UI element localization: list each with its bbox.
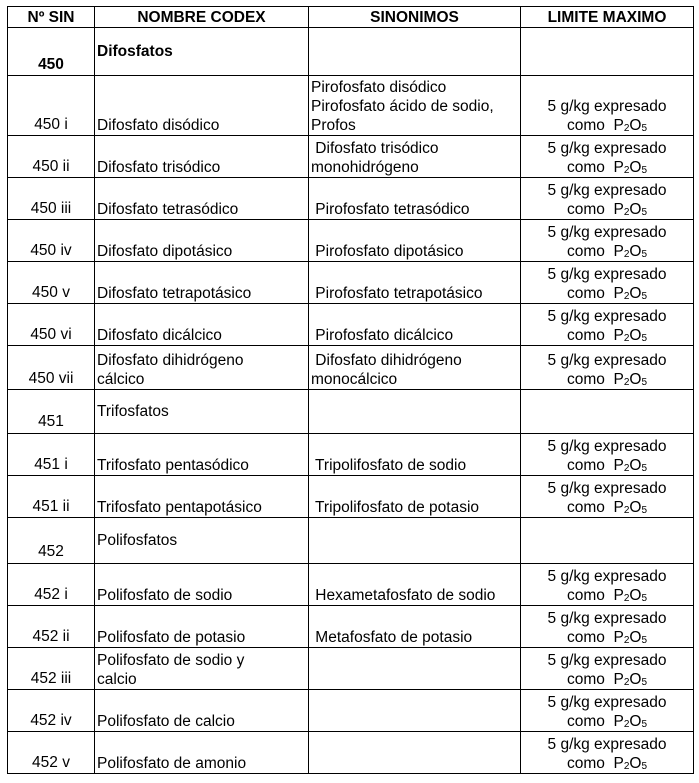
limit-line-2 <box>523 158 691 177</box>
header-max-limit: LIMITE MAXIMO <box>521 7 694 28</box>
sin-cell <box>8 434 95 476</box>
codex-name-cell <box>95 690 309 732</box>
limit-line-1: 5 g/kg expresado <box>547 98 667 115</box>
sin-cell <box>8 220 95 262</box>
codex-name-cell <box>95 136 309 178</box>
sin-cell <box>8 178 95 220</box>
limit-prefix: como <box>566 371 605 388</box>
formula-p: P <box>613 499 624 516</box>
synonym-line: Hexametafosfato de sodio <box>311 587 496 604</box>
codex-name-line: calcio <box>97 671 137 688</box>
synonyms-cell <box>309 178 521 220</box>
formula-o: O <box>629 243 642 260</box>
synonym-line: Tripolifosfato de sodio <box>311 457 467 474</box>
header-row <box>8 7 694 28</box>
limit-prefix: como <box>566 327 605 344</box>
synonyms-cell <box>309 28 521 76</box>
formula-p: P <box>613 713 624 730</box>
formula-o: O <box>629 629 642 646</box>
sin-cell <box>8 732 95 774</box>
codex-name: Trifosfato pentasódico <box>97 457 249 474</box>
formula-p: P <box>613 457 624 474</box>
formula-p: P <box>613 671 624 688</box>
formula-p: P <box>613 587 624 604</box>
formula-p-sub: 2 <box>623 593 630 604</box>
header-synonyms: SINONIMOS <box>309 7 521 28</box>
synonym-line: Pirofosfato dicálcico <box>311 327 454 344</box>
synonym-line: Difosfato dihidrógeno <box>311 352 462 369</box>
formula-o-sub: 5 <box>641 377 648 388</box>
codex-name-cell <box>95 346 309 390</box>
codex-name-line: Polifosfato de sodio y <box>97 652 245 669</box>
formula-o: O <box>629 201 642 218</box>
limit-prefix: como <box>566 243 605 260</box>
formula-p-sub: 2 <box>623 165 630 176</box>
limit-line-2 <box>523 586 691 605</box>
sin-number: 450 <box>38 56 64 73</box>
sin-cell <box>8 476 95 518</box>
synonym-line: Pirofosfato tetrasódico <box>311 201 470 218</box>
sin-cell <box>8 690 95 732</box>
codex-name: Polifosfato de calcio <box>97 713 235 730</box>
table-row <box>8 476 694 518</box>
formula-o-sub: 5 <box>641 249 648 260</box>
formula-o: O <box>629 713 642 730</box>
limit-line-2 <box>523 326 691 345</box>
synonym-line: Tripolifosfato de potasio <box>311 499 480 516</box>
sin-cell <box>8 648 95 690</box>
formula-o: O <box>629 327 642 344</box>
formula-p: P <box>613 243 624 260</box>
synonyms-cell <box>309 690 521 732</box>
formula-p-sub: 2 <box>623 635 630 646</box>
formula-o-sub: 5 <box>641 123 648 134</box>
codex-name-cell <box>95 220 309 262</box>
table-row <box>8 564 694 606</box>
limit-line-2 <box>523 116 691 135</box>
synonyms-cell <box>309 136 521 178</box>
codex-name: Difosfatos <box>97 43 173 60</box>
codex-name: Trifosfato pentapotásico <box>97 499 262 516</box>
sin-cell <box>8 346 95 390</box>
max-limit-cell <box>521 220 694 262</box>
sin-number: 451 <box>38 413 64 430</box>
formula-p: P <box>613 629 624 646</box>
limit-line-2 <box>523 200 691 219</box>
synonyms-cell <box>309 732 521 774</box>
sin-number: 450 ii <box>32 158 70 175</box>
codex-name-cell <box>95 262 309 304</box>
formula-o: O <box>629 285 642 302</box>
max-limit-cell <box>521 390 694 434</box>
formula-o: O <box>629 159 642 176</box>
max-limit-cell <box>521 434 694 476</box>
synonyms-cell <box>309 390 521 434</box>
limit-line-2 <box>523 370 691 389</box>
max-limit-cell <box>521 346 694 390</box>
formula-o: O <box>629 371 642 388</box>
limit-line-2 <box>523 670 691 689</box>
synonym-line: Profos <box>311 117 356 134</box>
formula-p-sub: 2 <box>623 249 630 260</box>
codex-name: Polifosfato de amonio <box>97 755 247 772</box>
sin-number: 450 iii <box>30 200 72 217</box>
sin-number: 452 i <box>34 586 68 603</box>
limit-line-1: 5 g/kg expresado <box>547 736 667 753</box>
limit-prefix: como <box>566 671 605 688</box>
synonym-line: Metafosfato de potasio <box>311 629 473 646</box>
max-limit-cell <box>521 518 694 564</box>
sin-number: 452 <box>38 543 64 560</box>
codex-name: Difosfato dicálcico <box>97 327 222 344</box>
limit-line-2 <box>523 242 691 261</box>
formula-p: P <box>613 159 624 176</box>
limit-line-2 <box>523 628 691 647</box>
codex-name-cell <box>95 28 309 76</box>
codex-name-line: cálcico <box>97 371 145 388</box>
formula-o: O <box>629 499 642 516</box>
formula-o-sub: 5 <box>641 719 648 730</box>
table-row <box>8 648 694 690</box>
formula-p-sub: 2 <box>623 377 630 388</box>
table-row <box>8 434 694 476</box>
synonyms-cell <box>309 476 521 518</box>
limit-line-1: 5 g/kg expresado <box>547 568 667 585</box>
codex-name: Difosfato tetrapotásico <box>97 285 252 302</box>
sin-number: 451 ii <box>32 498 70 515</box>
max-limit-cell <box>521 28 694 76</box>
codex-name-cell <box>95 476 309 518</box>
synonym-line: Pirofosfato dipotásico <box>311 243 464 260</box>
limit-prefix: como <box>566 457 605 474</box>
header-sin: Nº SIN <box>8 7 95 28</box>
formula-o-sub: 5 <box>641 761 648 772</box>
formula-p: P <box>613 755 624 772</box>
formula-o-sub: 5 <box>641 635 648 646</box>
formula-p-sub: 2 <box>623 291 630 302</box>
limit-line-2 <box>523 498 691 517</box>
limit-line-2 <box>523 712 691 731</box>
formula-p-sub: 2 <box>623 719 630 730</box>
codex-name: Difosfato trisódico <box>97 159 221 176</box>
limit-prefix: como <box>566 285 605 302</box>
formula-p-sub: 2 <box>623 333 630 344</box>
synonyms-cell <box>309 346 521 390</box>
synonyms-cell <box>309 434 521 476</box>
sin-number: 450 vii <box>28 370 74 387</box>
codex-name: Difosfato disódico <box>97 117 220 134</box>
codex-name-cell <box>95 606 309 648</box>
formula-o-sub: 5 <box>641 463 648 474</box>
table-row <box>8 304 694 346</box>
synonym-line: Difosfato trisódico <box>311 140 439 157</box>
limit-prefix: como <box>566 587 605 604</box>
formula-o-sub: 5 <box>641 207 648 218</box>
table-row <box>8 690 694 732</box>
table-body <box>8 28 694 774</box>
synonym-line: monohidrógeno <box>311 159 419 176</box>
formula-o-sub: 5 <box>641 333 648 344</box>
limit-prefix: como <box>566 201 605 218</box>
sin-number: 452 iv <box>30 712 72 729</box>
codex-name: Trifosfatos <box>97 403 169 420</box>
sin-number: 452 v <box>32 754 70 771</box>
max-limit-cell <box>521 136 694 178</box>
table-row <box>8 28 694 76</box>
max-limit-cell <box>521 76 694 136</box>
limit-line-1: 5 g/kg expresado <box>547 140 667 157</box>
synonym-line: Pirofosfato disódico <box>311 79 447 96</box>
formula-o-sub: 5 <box>641 291 648 302</box>
sin-number: 452 ii <box>32 628 70 645</box>
synonyms-cell <box>309 648 521 690</box>
sin-cell <box>8 304 95 346</box>
codex-name-cell <box>95 434 309 476</box>
sin-number: 450 iv <box>30 242 72 259</box>
sin-cell <box>8 262 95 304</box>
formula-p: P <box>613 201 624 218</box>
formula-o: O <box>629 587 642 604</box>
codex-name-line: Difosfato dihidrógeno <box>97 352 244 369</box>
codex-name: Polifosfato de sodio <box>97 587 233 604</box>
formula-p-sub: 2 <box>623 677 630 688</box>
sin-number: 450 i <box>34 116 68 133</box>
codex-name-cell <box>95 76 309 136</box>
sin-number: 452 iii <box>30 670 72 687</box>
synonyms-cell <box>309 220 521 262</box>
codex-name: Polifosfatos <box>97 532 178 549</box>
formula-p-sub: 2 <box>623 207 630 218</box>
table-row <box>8 390 694 434</box>
table-row <box>8 76 694 136</box>
limit-line-2 <box>523 456 691 475</box>
codex-name: Difosfato tetrasódico <box>97 201 239 218</box>
synonyms-cell <box>309 564 521 606</box>
formula-o-sub: 5 <box>641 593 648 604</box>
codex-name: Polifosfato de potasio <box>97 629 246 646</box>
limit-line-1: 5 g/kg expresado <box>547 694 667 711</box>
sin-number: 451 i <box>34 456 68 473</box>
limit-line-1: 5 g/kg expresado <box>547 224 667 241</box>
max-limit-cell <box>521 304 694 346</box>
limit-prefix: como <box>566 629 605 646</box>
formula-p: P <box>613 371 624 388</box>
max-limit-cell <box>521 564 694 606</box>
codex-name-cell <box>95 518 309 564</box>
table-row <box>8 220 694 262</box>
formula-p: P <box>613 117 624 134</box>
limit-line-1: 5 g/kg expresado <box>547 352 667 369</box>
formula-p-sub: 2 <box>623 123 630 134</box>
limit-line-1: 5 g/kg expresado <box>547 480 667 497</box>
limit-prefix: como <box>566 755 605 772</box>
limit-prefix: como <box>566 117 605 134</box>
additives-table <box>7 6 694 774</box>
limit-line-1: 5 g/kg expresado <box>547 266 667 283</box>
synonyms-cell <box>309 518 521 564</box>
formula-o-sub: 5 <box>641 677 648 688</box>
table-row <box>8 178 694 220</box>
sin-cell <box>8 390 95 434</box>
limit-line-1: 5 g/kg expresado <box>547 610 667 627</box>
formula-p-sub: 2 <box>623 505 630 516</box>
max-limit-cell <box>521 178 694 220</box>
limit-line-2 <box>523 754 691 773</box>
formula-o: O <box>629 457 642 474</box>
table-row <box>8 262 694 304</box>
sin-cell <box>8 606 95 648</box>
limit-line-1: 5 g/kg expresado <box>547 652 667 669</box>
synonyms-cell <box>309 262 521 304</box>
max-limit-cell <box>521 690 694 732</box>
formula-o: O <box>629 117 642 134</box>
sin-cell <box>8 76 95 136</box>
max-limit-cell <box>521 262 694 304</box>
sin-number: 450 vi <box>30 326 72 343</box>
formula-p: P <box>613 285 624 302</box>
max-limit-cell <box>521 476 694 518</box>
header-codex-name: NOMBRE CODEX <box>95 7 309 28</box>
codex-name-cell <box>95 732 309 774</box>
formula-o-sub: 5 <box>641 505 648 516</box>
limit-prefix: como <box>566 159 605 176</box>
sin-cell <box>8 28 95 76</box>
sin-number: 450 v <box>32 284 70 301</box>
synonym-line: Pirofosfato tetrapotásico <box>311 285 483 302</box>
sin-cell <box>8 136 95 178</box>
formula-p: P <box>613 327 624 344</box>
max-limit-cell <box>521 732 694 774</box>
limit-line-2 <box>523 284 691 303</box>
table-row <box>8 346 694 390</box>
synonyms-cell <box>309 76 521 136</box>
synonyms-cell <box>309 606 521 648</box>
limit-prefix: como <box>566 713 605 730</box>
synonyms-cell <box>309 304 521 346</box>
formula-p-sub: 2 <box>623 761 630 772</box>
sin-cell <box>8 518 95 564</box>
limit-line-1: 5 g/kg expresado <box>547 438 667 455</box>
table-row <box>8 136 694 178</box>
sin-cell <box>8 564 95 606</box>
formula-p-sub: 2 <box>623 463 630 474</box>
formula-o: O <box>629 671 642 688</box>
codex-name-cell <box>95 390 309 434</box>
codex-name: Difosfato dipotásico <box>97 243 233 260</box>
codex-name-cell <box>95 304 309 346</box>
max-limit-cell <box>521 606 694 648</box>
limit-line-1: 5 g/kg expresado <box>547 182 667 199</box>
limit-prefix: como <box>566 499 605 516</box>
table-row <box>8 518 694 564</box>
table-row <box>8 732 694 774</box>
synonym-line: monocálcico <box>311 371 398 388</box>
limit-line-1: 5 g/kg expresado <box>547 308 667 325</box>
codex-name-cell <box>95 178 309 220</box>
formula-o-sub: 5 <box>641 165 648 176</box>
codex-name-cell <box>95 564 309 606</box>
table-row <box>8 606 694 648</box>
formula-o: O <box>629 755 642 772</box>
codex-name-cell <box>95 648 309 690</box>
synonym-line: Pirofosfato ácido de sodio, <box>311 98 494 115</box>
max-limit-cell <box>521 648 694 690</box>
